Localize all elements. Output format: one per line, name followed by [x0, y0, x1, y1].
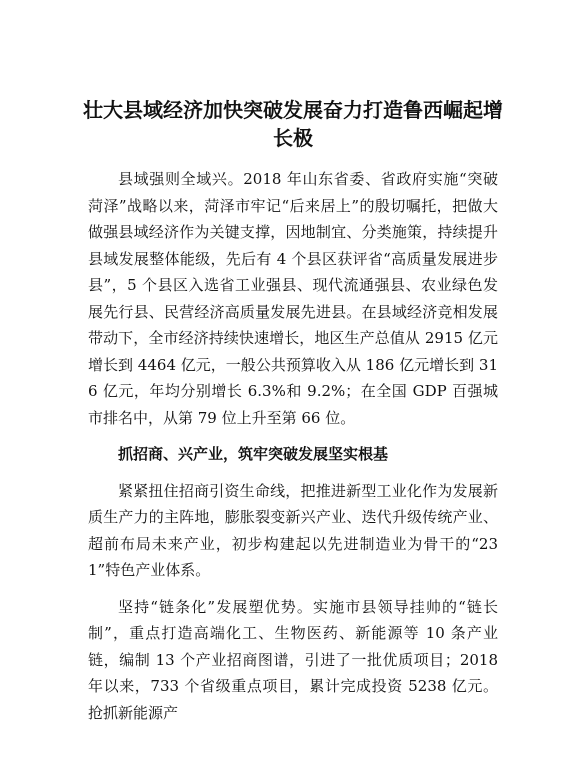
paragraph-chain: 坚持“链条化”发展塑优势。实施市县领导挂帅的“链长制”，重点打造高端化工、生物医药、新能源等 10 条产业链，编制 13 个产业招商图谱，引进了一批优质项目；2018 年以来，733 个省级重点项目，累计完成投资 5238 亿元。抢抓新能源产 — [88, 597, 498, 722]
paragraph-intro: 县域强则全域兴。2018 年山东省委、省政府实施“突破菏泽”战略以来，菏泽市牢记“后来居上”的殷切嘱托，把做大做强县域经济作为关键支撑，因地制宜、分类施策，持续提升县域发展整体能级，先后有 4 个县区获评省“高质量发展进步县”，5 个县区入选省工业强县、现代流通强县、农业绿色发展先行县、民营经济高质量发展先进县。在县域经济竞相发展带动下，全市经济持续快速增长，地区生产总值从 2915 亿元增长到 4464 亿元，一般公共预算收入从 186 亿元增长到 316 亿元，年均分别增长 6.3%和 9.2%；在全国 GDP 百强城市排名中，从第 79 位上升至第 66 位。 — [88, 170, 498, 427]
document-body — [88, 166, 498, 736]
section-heading: 抓招商、兴产业，筑牢突破发展坚实根基 — [118, 445, 389, 463]
page-title: 壮大县域经济加快突破发展奋力打造鲁西崛起增长极 — [83, 98, 503, 150]
paragraph-industry: 紧紧扭住招商引资生命线，把推进新型工业化作为发展新质生产力的主阵地，膨胀裂变新兴产业、迭代升级传统产业、超前布局未来产业，初步构建起以先进制造业为骨干的“231”特色产业体系。 — [88, 481, 498, 579]
